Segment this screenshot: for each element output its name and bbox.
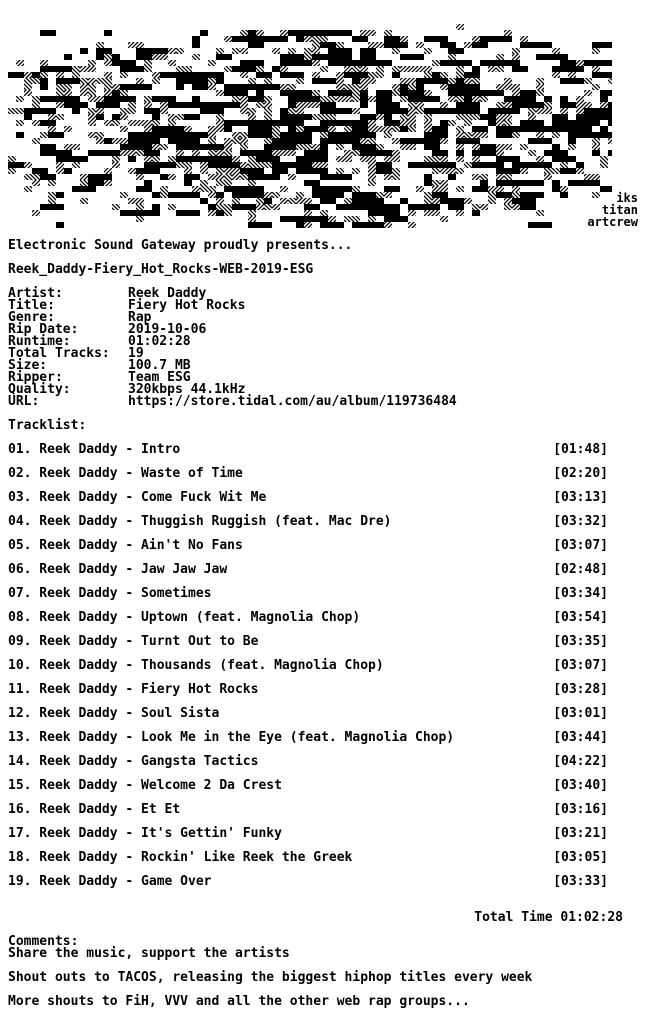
track-row bbox=[8, 852, 608, 864]
track-title: 05. Reek Daddy - Ain't No Fans bbox=[8, 538, 243, 553]
track-row bbox=[8, 516, 608, 528]
track-duration: [01:48] bbox=[553, 442, 608, 457]
credit-line: artcrew bbox=[587, 215, 638, 229]
track-row bbox=[8, 780, 608, 792]
track-title: 07. Reek Daddy - Sometimes bbox=[8, 586, 212, 601]
track-duration: [03:05] bbox=[553, 850, 608, 865]
track-duration: [03:35] bbox=[553, 634, 608, 649]
track-row bbox=[8, 636, 608, 648]
track-duration: [03:32] bbox=[553, 514, 608, 529]
info-value: 2019-10-06 bbox=[128, 322, 207, 337]
info-value: 320kbps 44.1kHz bbox=[128, 382, 246, 397]
info-key: Artist: bbox=[8, 286, 63, 301]
track-duration: [03:34] bbox=[553, 586, 608, 601]
track-row bbox=[8, 492, 608, 504]
info-key: Size: bbox=[8, 358, 48, 373]
track-title: 12. Reek Daddy - Soul Sista bbox=[8, 706, 220, 721]
track-title: 15. Reek Daddy - Welcome 2 Da Crest bbox=[8, 778, 282, 793]
track-title: 03. Reek Daddy - Come Fuck Wit Me bbox=[8, 490, 267, 505]
track-row bbox=[8, 564, 608, 576]
track-title: 04. Reek Daddy - Thuggish Ruggish (feat. Mac Dre) bbox=[8, 514, 392, 529]
comment-line: Shout outs to TACOS, releasing the biggest hiphop titles every week bbox=[8, 970, 533, 985]
track-title: 08. Reek Daddy - Uptown (feat. Magnolia Chop) bbox=[8, 610, 361, 625]
track-duration: [02:20] bbox=[553, 466, 608, 481]
credit-line: titan bbox=[601, 203, 638, 217]
total-time: Total Time 01:02:28 bbox=[474, 910, 623, 925]
info-key: Ripper: bbox=[8, 370, 63, 385]
track-duration: [03:07] bbox=[553, 658, 608, 673]
track-duration: [02:48] bbox=[553, 562, 608, 577]
track-title: 19. Reek Daddy - Game Over bbox=[8, 874, 212, 889]
track-duration: [03:40] bbox=[553, 778, 608, 793]
track-duration: [03:54] bbox=[553, 610, 608, 625]
track-duration: [03:28] bbox=[553, 682, 608, 697]
info-value: 19 bbox=[128, 346, 144, 361]
track-duration: [03:44] bbox=[553, 730, 608, 745]
info-key: Rip Date: bbox=[8, 322, 79, 337]
track-title: 16. Reek Daddy - Et Et bbox=[8, 802, 181, 817]
intro-text: Electronic Sound Gateway proudly presents... bbox=[8, 238, 353, 253]
track-duration: [03:21] bbox=[553, 826, 608, 841]
info-key: Genre: bbox=[8, 310, 55, 325]
track-duration: [03:33] bbox=[553, 874, 608, 889]
tracklist-label: Tracklist: bbox=[8, 418, 87, 433]
release-name: Reek_Daddy-Fiery_Hot_Rocks-WEB-2019-ESG bbox=[8, 262, 314, 277]
info-value: 01:02:28 bbox=[128, 334, 191, 349]
comment-line: Share the music, support the artists bbox=[8, 946, 290, 961]
track-title: 02. Reek Daddy - Waste of Time bbox=[8, 466, 243, 481]
info-key: Runtime: bbox=[8, 334, 71, 349]
track-row bbox=[8, 444, 608, 456]
info-value: Reek Daddy bbox=[128, 286, 207, 301]
track-title: 09. Reek Daddy - Turnt Out to Be bbox=[8, 634, 259, 649]
track-title: 10. Reek Daddy - Thousands (feat. Magnolia Chop) bbox=[8, 658, 384, 673]
esg-ascii-logo bbox=[0, 0, 648, 232]
track-row bbox=[8, 756, 608, 768]
track-duration: [03:01] bbox=[553, 706, 608, 721]
track-row bbox=[8, 828, 608, 840]
info-key: Quality: bbox=[8, 382, 71, 397]
info-key: URL: bbox=[8, 394, 40, 409]
track-row bbox=[8, 684, 608, 696]
track-title: 14. Reek Daddy - Gangsta Tactics bbox=[8, 754, 259, 769]
track-title: 06. Reek Daddy - Jaw Jaw Jaw bbox=[8, 562, 228, 577]
info-value: Fiery Hot Rocks bbox=[128, 298, 246, 313]
track-row bbox=[8, 876, 608, 888]
track-title: 17. Reek Daddy - It's Gettin' Funky bbox=[8, 826, 282, 841]
info-key: Total Tracks: bbox=[8, 346, 110, 361]
credit-line: iks bbox=[616, 191, 638, 205]
info-value: Rap bbox=[128, 310, 152, 325]
track-row bbox=[8, 468, 608, 480]
info-value: Team ESG bbox=[128, 370, 191, 385]
track-duration: [03:13] bbox=[553, 490, 608, 505]
track-row bbox=[8, 708, 608, 720]
track-duration: [03:16] bbox=[553, 802, 608, 817]
comment-line: More shouts to FiH, VVV and all the other web rap groups... bbox=[8, 994, 470, 1009]
track-row bbox=[8, 612, 608, 624]
track-row bbox=[8, 804, 608, 816]
track-title: 01. Reek Daddy - Intro bbox=[8, 442, 181, 457]
ascii-art-credits bbox=[587, 192, 638, 228]
track-duration: [03:07] bbox=[553, 538, 608, 553]
info-value: 100.7 MB bbox=[128, 358, 191, 373]
comments-label: Comments: bbox=[8, 934, 79, 949]
track-row bbox=[8, 732, 608, 744]
track-row bbox=[8, 588, 608, 600]
info-key: Title: bbox=[8, 298, 55, 313]
track-title: 18. Reek Daddy - Rockin' Like Reek the Greek bbox=[8, 850, 353, 865]
track-title: 13. Reek Daddy - Look Me in the Eye (feat. Magnolia Chop) bbox=[8, 730, 455, 745]
info-value: https://store.tidal.com/au/album/119736484 bbox=[128, 394, 457, 409]
track-row bbox=[8, 540, 608, 552]
track-title: 11. Reek Daddy - Fiery Hot Rocks bbox=[8, 682, 259, 697]
track-row bbox=[8, 660, 608, 672]
track-duration: [04:22] bbox=[553, 754, 608, 769]
